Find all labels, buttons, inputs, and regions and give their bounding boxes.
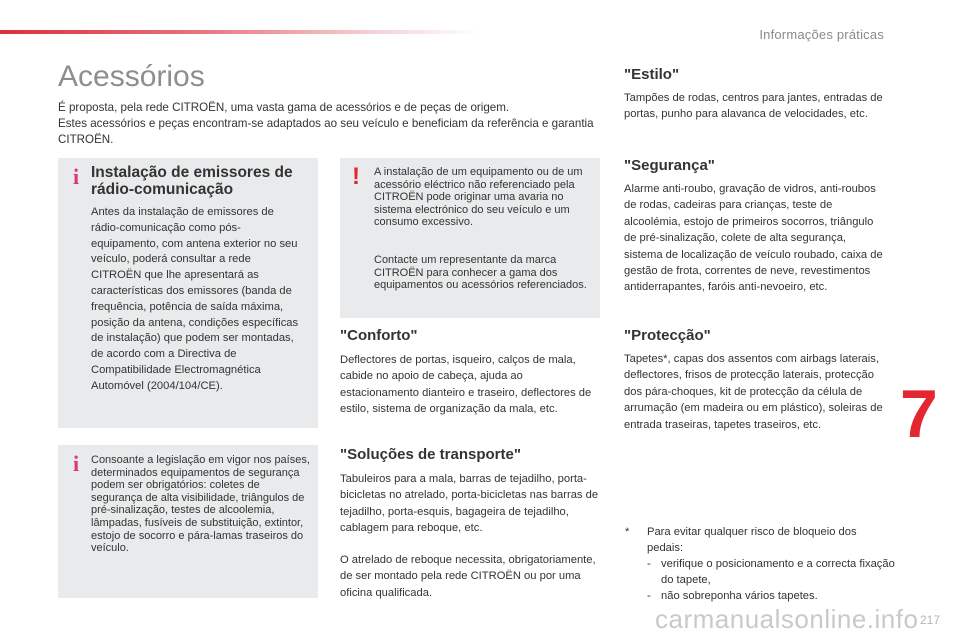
radio-installation-box [58,158,318,428]
footnote-text: Para evitar qualquer risco de bloqueio dos pedais: [647,526,857,554]
footnote-item [647,588,895,604]
box-heading: Instalação de emissores de rádio-comunicação [91,164,293,198]
intro-paragraph: Estes acessórios e peças encontram-se adaptados ao seu veículo e beneficiam da referência e garantia CITROËN. [58,117,594,146]
section-text-proteccao: Tapetes*, capas dos assentos com airbags laterais, deflectores, frisos de protecção laterais, protecção dos pára-choques, kit de protecção da célula de arrumação (em madeira ou em plástico), soleiras de entrada traseiras, tapetes traseiros, etc. [624,353,883,431]
section-heading-transporte: "Soluções de transporte" [340,446,521,463]
legal-equipment-box [58,445,318,598]
info-icon: i [72,164,80,189]
section-heading-proteccao: "Protecção" [624,327,711,344]
section-heading-estilo: "Estilo" [624,66,680,83]
chapter-number: 7 [900,376,938,452]
section-label: Informações práticas [759,27,884,42]
watermark: carmanualsonline.info [655,604,919,634]
intro-paragraph: É proposta, pela rede CITROËN, uma vasta gama de acessórios e de peças de origem. [58,101,510,114]
warning-text: A instalação de um equipamento ou de um acessório eléctrico não referenciado pela CITROËN pode originar uma avaria no sistema electrónico do seu veículo e um consumo excessivo. [374,166,583,229]
footnote-item-text: não sobreponha vários tapetes. [661,590,818,602]
intro-text [58,100,598,148]
warning-icon: ! [352,163,360,190]
section-heading-seguranca: "Segurança" [624,157,715,174]
info-icon: i [72,451,80,476]
section-text-estilo: Tampões de rodas, centros para jantes, entradas de portas, punho para alavanca de velocidades, etc. [624,92,883,121]
footnote [625,524,895,604]
page-number: 217 [919,613,940,627]
section-text-conforto: Deflectores de portas, isqueiro, calços de mala, cabide no apoio de cabeça, ajuda ao estacionamento dianteiro e traseiro, deflectores de estilo, sistema de organização da mala, etc. [340,354,592,416]
section-text-transporte-note: O atrelado de reboque necessita, obrigatoriamente, de ser montado pela rede CITROËN ou por uma oficina qualificada. [340,554,596,599]
legal-equipment-text: Consoante a legislação em vigor nos países, determinados equipamentos de segurança podem ser obrigatórios: coletes de segurança de alta visibilidade, triângulos de pré-sinalização, testes de alcoolemia, lâmpadas, fusíveis de substituição, extintor, estojo de socorro e pára-lamas traseiros do veículo. [91,454,310,555]
radio-installation-text: Antes da instalação de emissores de rádio-comunicação como pós-equipamento, com antena exterior no seu veículo, poderá consultar a rede CITROËN que lhe apresentará as características dos emissores (banda de frequência, potência de saída máxima, posição da antena, condições específicas de instalação) que podem ser montadas, de acordo com a Directiva de Compatibilidade Electromagnética Automóvel (2004/104/CE). [91,206,299,392]
footnote-marker: * [625,526,630,538]
footnote-dash: - [647,558,651,570]
warning-contact-text: Contacte um representante da marca CITROËN para conhecer a gama dos equipamentos ou acessórios referenciados. [374,254,587,292]
page-title: Acessórios [58,60,205,93]
footnote-dash: - [647,590,651,602]
section-heading-conforto: "Conforto" [340,327,418,344]
section-text-transporte: Tabuleiros para a mala, barras de tejadilho, porta-bicicletas no atrelado, porta-bicicletas nas barras de tejadilho, porta-esquis, bagageira de tejadilho, cablagem para reboque, etc. [340,473,599,535]
header-accent-bar [0,30,480,34]
section-text-seguranca: Alarme anti-roubo, gravação de vidros, anti-roubos de rodas, cadeiras para crianças, teste de alcoolémia, estojo de primeiros socorros, triângulo de pré-sinalização, colete de alta segurança, sistema de localização de veículo roubado, caixa de gestão de frota, correntes de neve, revestimentos antiderrapantes, faróis anti-nevoeiro, etc. [624,183,883,294]
footnote-item [647,556,895,588]
footnote-item-text: verifique o posicionamento e a correcta fixação do tapete, [661,558,895,586]
warning-box [340,158,600,318]
